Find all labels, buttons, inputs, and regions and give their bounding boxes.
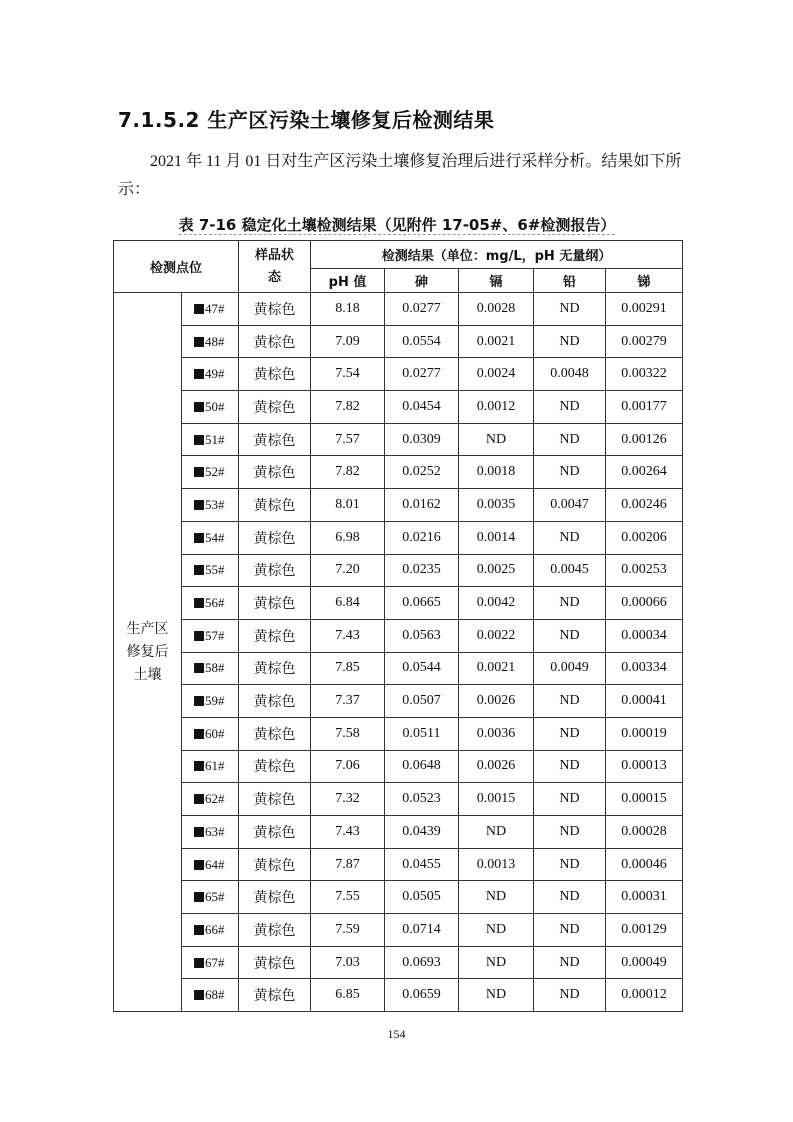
cell-antimony: 0.00264 <box>606 456 683 489</box>
cell-lead: ND <box>534 979 606 1012</box>
cell-point <box>182 619 239 652</box>
square-marker-icon <box>194 467 204 477</box>
cell-lead: ND <box>534 391 606 424</box>
cell-point <box>182 358 239 391</box>
square-marker-icon <box>194 794 204 804</box>
square-marker-icon <box>194 402 204 412</box>
cell-arsenic: 0.0455 <box>385 848 459 881</box>
cell-state: 黄棕色 <box>239 750 311 783</box>
cell-point <box>182 783 239 816</box>
table-row <box>114 652 683 685</box>
cell-point <box>182 652 239 685</box>
cell-ph: 7.87 <box>311 848 385 881</box>
header-arsenic: 砷 <box>385 269 459 293</box>
square-marker-icon <box>194 435 204 445</box>
cell-lead: ND <box>534 946 606 979</box>
point-id: 50# <box>205 398 225 414</box>
table-row <box>114 717 683 750</box>
cell-lead: ND <box>534 293 606 326</box>
cell-antimony: 0.00041 <box>606 685 683 718</box>
cell-cadmium: 0.0013 <box>459 848 534 881</box>
cell-point <box>182 914 239 947</box>
cell-arsenic: 0.0648 <box>385 750 459 783</box>
cell-cadmium: ND <box>459 979 534 1012</box>
cell-arsenic: 0.0505 <box>385 881 459 914</box>
cell-cadmium: 0.0024 <box>459 358 534 391</box>
table-row <box>114 293 683 326</box>
square-marker-icon <box>194 860 204 870</box>
cell-lead: 0.0047 <box>534 489 606 522</box>
point-id: 52# <box>205 464 225 480</box>
table-row <box>114 816 683 849</box>
cell-arsenic: 0.0454 <box>385 391 459 424</box>
cell-cadmium: 0.0022 <box>459 619 534 652</box>
cell-state: 黄棕色 <box>239 619 311 652</box>
cell-state: 黄棕色 <box>239 783 311 816</box>
square-marker-icon <box>194 565 204 575</box>
point-id: 66# <box>205 921 225 937</box>
square-marker-icon <box>194 337 204 347</box>
cell-ph: 7.20 <box>311 554 385 587</box>
point-id: 65# <box>205 889 225 905</box>
header-results: 检测结果（单位：mg/L，pH 无量纲） <box>311 241 683 269</box>
square-marker-icon <box>194 925 204 935</box>
cell-cadmium: ND <box>459 423 534 456</box>
cell-cadmium: 0.0036 <box>459 717 534 750</box>
cell-cadmium: 0.0035 <box>459 489 534 522</box>
table-row <box>114 946 683 979</box>
table-row <box>114 881 683 914</box>
cell-antimony: 0.00013 <box>606 750 683 783</box>
cell-point <box>182 816 239 849</box>
cell-antimony: 0.00012 <box>606 979 683 1012</box>
cell-state: 黄棕色 <box>239 293 311 326</box>
cell-point <box>182 946 239 979</box>
table-row <box>114 489 683 522</box>
cell-arsenic: 0.0277 <box>385 358 459 391</box>
cell-antimony: 0.00246 <box>606 489 683 522</box>
cell-antimony: 0.00206 <box>606 521 683 554</box>
table-row <box>114 358 683 391</box>
square-marker-icon <box>194 827 204 837</box>
cell-ph: 7.09 <box>311 325 385 358</box>
section-heading: 7.1.5.2 生产区污染土壤修复后检测结果 <box>118 108 495 132</box>
cell-antimony: 0.00177 <box>606 391 683 424</box>
cell-point <box>182 293 239 326</box>
cell-arsenic: 0.0507 <box>385 685 459 718</box>
table-body <box>114 293 683 1012</box>
cell-point <box>182 717 239 750</box>
cell-lead: 0.0049 <box>534 652 606 685</box>
cell-cadmium: 0.0026 <box>459 750 534 783</box>
cell-ph: 7.54 <box>311 358 385 391</box>
point-id: 62# <box>205 791 225 807</box>
square-marker-icon <box>194 892 204 902</box>
point-id: 48# <box>205 333 225 349</box>
point-id: 54# <box>205 529 225 545</box>
cell-cadmium: 0.0018 <box>459 456 534 489</box>
intro-paragraph: 2021 年 11 月 01 日对生产区污染土壤修复治理后进行采样分析。结果如下所示： <box>118 153 682 198</box>
cell-antimony: 0.00334 <box>606 652 683 685</box>
cell-lead: ND <box>534 325 606 358</box>
cell-state: 黄棕色 <box>239 914 311 947</box>
point-id: 53# <box>205 496 225 512</box>
cell-state: 黄棕色 <box>239 358 311 391</box>
cell-point <box>182 881 239 914</box>
point-id: 59# <box>205 693 225 709</box>
cell-state: 黄棕色 <box>239 652 311 685</box>
cell-arsenic: 0.0563 <box>385 619 459 652</box>
cell-state: 黄棕色 <box>239 717 311 750</box>
table-row <box>114 391 683 424</box>
point-id: 67# <box>205 954 225 970</box>
cell-point <box>182 587 239 620</box>
cell-antimony: 0.00031 <box>606 881 683 914</box>
cell-lead: ND <box>534 456 606 489</box>
cell-lead: ND <box>534 685 606 718</box>
table-row <box>114 325 683 358</box>
cell-cadmium: 0.0021 <box>459 652 534 685</box>
cell-lead: ND <box>534 750 606 783</box>
cell-ph: 7.85 <box>311 652 385 685</box>
table-row <box>114 587 683 620</box>
cell-lead: ND <box>534 423 606 456</box>
point-id: 63# <box>205 823 225 839</box>
cell-cadmium: 0.0042 <box>459 587 534 620</box>
results-table <box>113 240 683 1012</box>
square-marker-icon <box>194 500 204 510</box>
header-ph: pH 值 <box>311 269 385 293</box>
table-row <box>114 456 683 489</box>
point-id: 55# <box>205 562 225 578</box>
square-marker-icon <box>194 598 204 608</box>
cell-antimony: 0.00279 <box>606 325 683 358</box>
cell-ph: 6.98 <box>311 521 385 554</box>
header-state: 样品状态 <box>239 241 311 293</box>
group-label: 生产区修复后土壤 <box>114 293 182 1012</box>
table-row <box>114 914 683 947</box>
cell-lead: ND <box>534 848 606 881</box>
page-number: 154 <box>387 1027 406 1041</box>
square-marker-icon <box>194 696 204 706</box>
square-marker-icon <box>194 990 204 1000</box>
cell-lead: ND <box>534 619 606 652</box>
cell-arsenic: 0.0544 <box>385 652 459 685</box>
table-row <box>114 521 683 554</box>
point-id: 68# <box>205 987 225 1003</box>
cell-cadmium: 0.0026 <box>459 685 534 718</box>
cell-point <box>182 489 239 522</box>
cell-antimony: 0.00253 <box>606 554 683 587</box>
cell-lead: ND <box>534 521 606 554</box>
cell-point <box>182 325 239 358</box>
point-id: 58# <box>205 660 225 676</box>
cell-ph: 7.82 <box>311 391 385 424</box>
cell-cadmium: 0.0028 <box>459 293 534 326</box>
header-cadmium: 镉 <box>459 269 534 293</box>
cell-arsenic: 0.0554 <box>385 325 459 358</box>
cell-state: 黄棕色 <box>239 848 311 881</box>
cell-ph: 7.58 <box>311 717 385 750</box>
square-marker-icon <box>194 304 204 314</box>
header-lead: 铅 <box>534 269 606 293</box>
cell-cadmium: 0.0021 <box>459 325 534 358</box>
cell-arsenic: 0.0252 <box>385 456 459 489</box>
cell-ph: 7.57 <box>311 423 385 456</box>
cell-cadmium: 0.0015 <box>459 783 534 816</box>
cell-point <box>182 685 239 718</box>
cell-antimony: 0.00066 <box>606 587 683 620</box>
cell-state: 黄棕色 <box>239 881 311 914</box>
cell-point <box>182 750 239 783</box>
cell-lead: 0.0045 <box>534 554 606 587</box>
cell-cadmium: ND <box>459 946 534 979</box>
cell-state: 黄棕色 <box>239 946 311 979</box>
point-id: 47# <box>205 300 225 316</box>
cell-cadmium: 0.0025 <box>459 554 534 587</box>
cell-arsenic: 0.0714 <box>385 914 459 947</box>
cell-antimony: 0.00049 <box>606 946 683 979</box>
table-row <box>114 783 683 816</box>
cell-lead: ND <box>534 881 606 914</box>
cell-antimony: 0.00015 <box>606 783 683 816</box>
cell-antimony: 0.00129 <box>606 914 683 947</box>
cell-ph: 6.85 <box>311 979 385 1012</box>
cell-cadmium: ND <box>459 816 534 849</box>
point-id: 56# <box>205 595 225 611</box>
cell-point <box>182 848 239 881</box>
table-row <box>114 554 683 587</box>
point-id: 64# <box>205 856 225 872</box>
cell-lead: ND <box>534 783 606 816</box>
cell-ph: 8.18 <box>311 293 385 326</box>
cell-antimony: 0.00291 <box>606 293 683 326</box>
table-caption-text: 表 7-16 稳定化土壤检测结果（见附件 17-05#、6#检测报告） <box>178 216 616 234</box>
header-antimony: 锑 <box>606 269 683 293</box>
point-id: 60# <box>205 725 225 741</box>
cell-ph: 8.01 <box>311 489 385 522</box>
square-marker-icon <box>194 958 204 968</box>
header-point: 检测点位 <box>114 241 239 293</box>
cell-arsenic: 0.0523 <box>385 783 459 816</box>
cell-antimony: 0.00034 <box>606 619 683 652</box>
square-marker-icon <box>194 631 204 641</box>
cell-arsenic: 0.0309 <box>385 423 459 456</box>
cell-ph: 7.55 <box>311 881 385 914</box>
cell-point <box>182 456 239 489</box>
cell-state: 黄棕色 <box>239 587 311 620</box>
square-marker-icon <box>194 663 204 673</box>
cell-state: 黄棕色 <box>239 521 311 554</box>
cell-cadmium: ND <box>459 914 534 947</box>
cell-ph: 7.43 <box>311 619 385 652</box>
cell-arsenic: 0.0216 <box>385 521 459 554</box>
table-row <box>114 750 683 783</box>
cell-point <box>182 979 239 1012</box>
cell-state: 黄棕色 <box>239 685 311 718</box>
cell-state: 黄棕色 <box>239 325 311 358</box>
cell-antimony: 0.00126 <box>606 423 683 456</box>
cell-cadmium: 0.0012 <box>459 391 534 424</box>
cell-state: 黄棕色 <box>239 456 311 489</box>
cell-arsenic: 0.0659 <box>385 979 459 1012</box>
cell-antimony: 0.00019 <box>606 717 683 750</box>
cell-arsenic: 0.0511 <box>385 717 459 750</box>
cell-point <box>182 391 239 424</box>
table-row <box>114 979 683 1012</box>
cell-state: 黄棕色 <box>239 423 311 456</box>
cell-cadmium: ND <box>459 881 534 914</box>
cell-lead: 0.0048 <box>534 358 606 391</box>
square-marker-icon <box>194 729 204 739</box>
cell-antimony: 0.00028 <box>606 816 683 849</box>
cell-point <box>182 423 239 456</box>
cell-lead: ND <box>534 717 606 750</box>
cell-arsenic: 0.0235 <box>385 554 459 587</box>
cell-ph: 7.06 <box>311 750 385 783</box>
cell-ph: 7.59 <box>311 914 385 947</box>
table-row <box>114 423 683 456</box>
cell-antimony: 0.00046 <box>606 848 683 881</box>
cell-ph: 7.03 <box>311 946 385 979</box>
cell-state: 黄棕色 <box>239 816 311 849</box>
cell-arsenic: 0.0665 <box>385 587 459 620</box>
cell-ph: 6.84 <box>311 587 385 620</box>
table-row <box>114 848 683 881</box>
cell-ph: 7.37 <box>311 685 385 718</box>
square-marker-icon <box>194 761 204 771</box>
point-id: 49# <box>205 366 225 382</box>
cell-arsenic: 0.0439 <box>385 816 459 849</box>
cell-lead: ND <box>534 587 606 620</box>
cell-state: 黄棕色 <box>239 489 311 522</box>
cell-arsenic: 0.0693 <box>385 946 459 979</box>
cell-point <box>182 521 239 554</box>
cell-cadmium: 0.0014 <box>459 521 534 554</box>
cell-antimony: 0.00322 <box>606 358 683 391</box>
cell-state: 黄棕色 <box>239 554 311 587</box>
point-id: 51# <box>205 431 225 447</box>
cell-ph: 7.82 <box>311 456 385 489</box>
cell-state: 黄棕色 <box>239 391 311 424</box>
cell-point <box>182 554 239 587</box>
table-row <box>114 619 683 652</box>
cell-ph: 7.43 <box>311 816 385 849</box>
table-row <box>114 685 683 718</box>
table-caption <box>113 214 681 235</box>
point-id: 61# <box>205 758 225 774</box>
cell-lead: ND <box>534 816 606 849</box>
cell-ph: 7.32 <box>311 783 385 816</box>
cell-lead: ND <box>534 914 606 947</box>
point-id: 57# <box>205 627 225 643</box>
cell-state: 黄棕色 <box>239 979 311 1012</box>
cell-arsenic: 0.0162 <box>385 489 459 522</box>
square-marker-icon <box>194 533 204 543</box>
square-marker-icon <box>194 369 204 379</box>
cell-arsenic: 0.0277 <box>385 293 459 326</box>
